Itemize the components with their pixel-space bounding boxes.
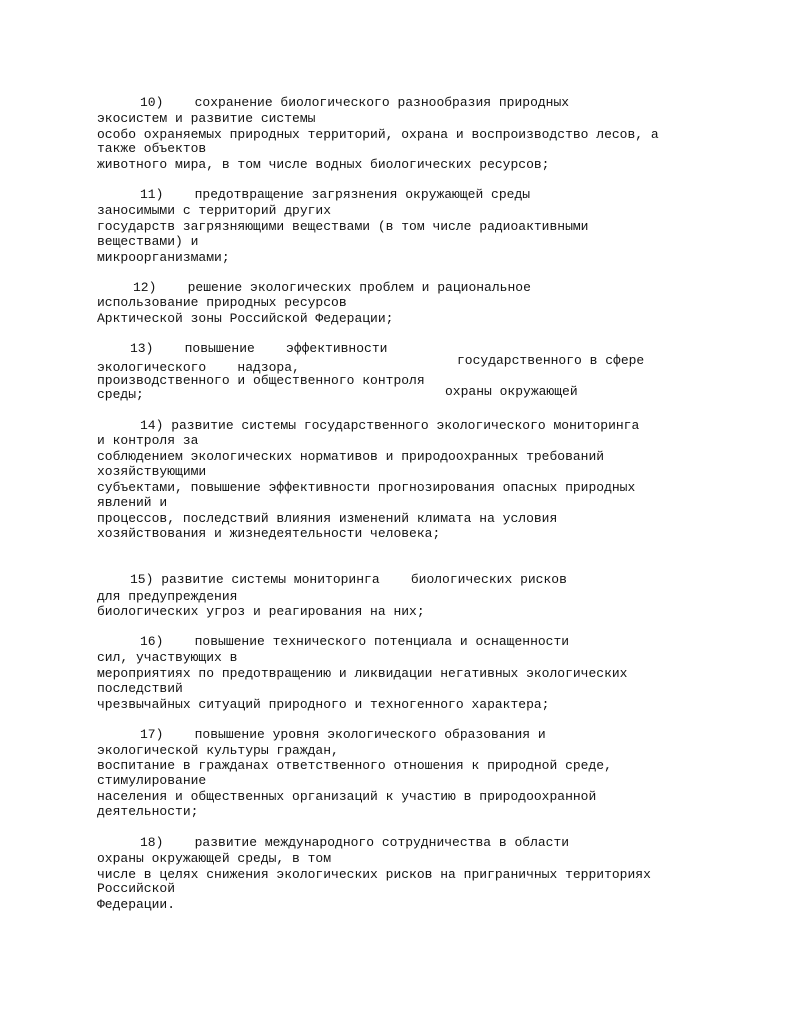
item-17-line-3: воспитание в гражданах ответственного отношения к природной среде, <box>97 758 612 773</box>
item-14-line-3: соблюдением экологических нормативов и природоохранных требований <box>97 449 605 464</box>
item-18-line-2: охраны окружающей среды, в том <box>97 851 332 866</box>
item-15-line-2: для предупреждения <box>97 589 238 604</box>
item-12-line-1: 12) решение экологических проблем и рациональное <box>133 280 531 295</box>
item-10-line-3: особо охраняемых природных территорий, охрана и воспроизводство лесов, а <box>97 127 659 142</box>
item-12-line-3: Арктической зоны Российской Федерации; <box>97 311 394 326</box>
item-16-line-1: 16) повышение технического потенциала и оснащенности <box>140 634 570 649</box>
item-17-line-4: стимулирование <box>97 773 207 788</box>
item-14-line-4: хозяйствующими <box>97 464 207 479</box>
item-13-line-2: государственного в сфере <box>457 353 645 368</box>
item-14-line-1: 14) развитие системы государственного экологического мониторинга <box>140 418 640 433</box>
item-14-line-7: процессов, последствий влияния изменений климата на условия <box>97 511 558 526</box>
item-14-line-5: субъектами, повышение эффективности прогнозирования опасных природных <box>97 480 636 495</box>
item-10-line-2: экосистем и развитие системы <box>97 111 316 126</box>
item-18-line-3: числе в целях снижения экологических рисков на приграничных территориях <box>97 867 651 882</box>
item-12-line-2: использование природных ресурсов <box>97 295 347 310</box>
item-13-line-4: производственного и общественного контроля <box>97 373 425 388</box>
item-11-line-3: государств загрязняющими веществами (в том числе радиоактивными <box>97 219 589 234</box>
item-11-line-1: 11) предотвращение загрязнения окружающей среды <box>140 187 531 202</box>
item-18-line-1: 18) развитие международного сотрудничества в области <box>140 835 570 850</box>
item-11-line-2: заносимыми с территорий других <box>97 203 332 218</box>
item-13-line-5: охраны окружающей <box>445 384 578 399</box>
item-16-line-4: последствий <box>97 681 183 696</box>
item-10-line-5: животного мира, в том числе водных биологических ресурсов; <box>97 157 550 172</box>
item-14-line-6: явлений и <box>97 495 168 510</box>
item-16-line-3: мероприятиях по предотвращению и ликвидации негативных экологических <box>97 666 628 681</box>
item-13-line-6: среды; <box>97 387 144 402</box>
item-14-line-8: хозяйствования и жизнедеятельности человека; <box>97 526 441 541</box>
item-11-line-5: микроорганизмами; <box>97 250 230 265</box>
item-17-line-2: экологической культуры граждан, <box>97 743 339 758</box>
item-10-line-1: 10) сохранение биологического разнообразия природных <box>140 95 570 110</box>
item-13-line-1: 13) повышение эффективности <box>130 341 388 356</box>
item-11-line-4: веществами) и <box>97 234 199 249</box>
item-17-line-1: 17) повышение уровня экологического образования и <box>140 727 546 742</box>
item-10-line-4: также объектов <box>97 141 207 156</box>
item-17-line-6: деятельности; <box>97 804 199 819</box>
item-16-line-5: чрезвычайных ситуаций природного и техногенного характера; <box>97 697 550 712</box>
item-13-line-3: экологического надзора, <box>97 360 300 375</box>
item-15-line-3: биологических угроз и реагирования на них; <box>97 604 425 619</box>
item-15-line-1: 15) развитие системы мониторинга биологических рисков <box>130 572 567 587</box>
item-17-line-5: населения и общественных организаций к участию в природоохранной <box>97 789 597 804</box>
item-18-line-5: Федерации. <box>97 897 176 912</box>
item-16-line-2: сил, участвующих в <box>97 650 238 665</box>
item-14-line-2: и контроля за <box>97 433 199 448</box>
item-18-line-4: Российской <box>97 881 176 896</box>
